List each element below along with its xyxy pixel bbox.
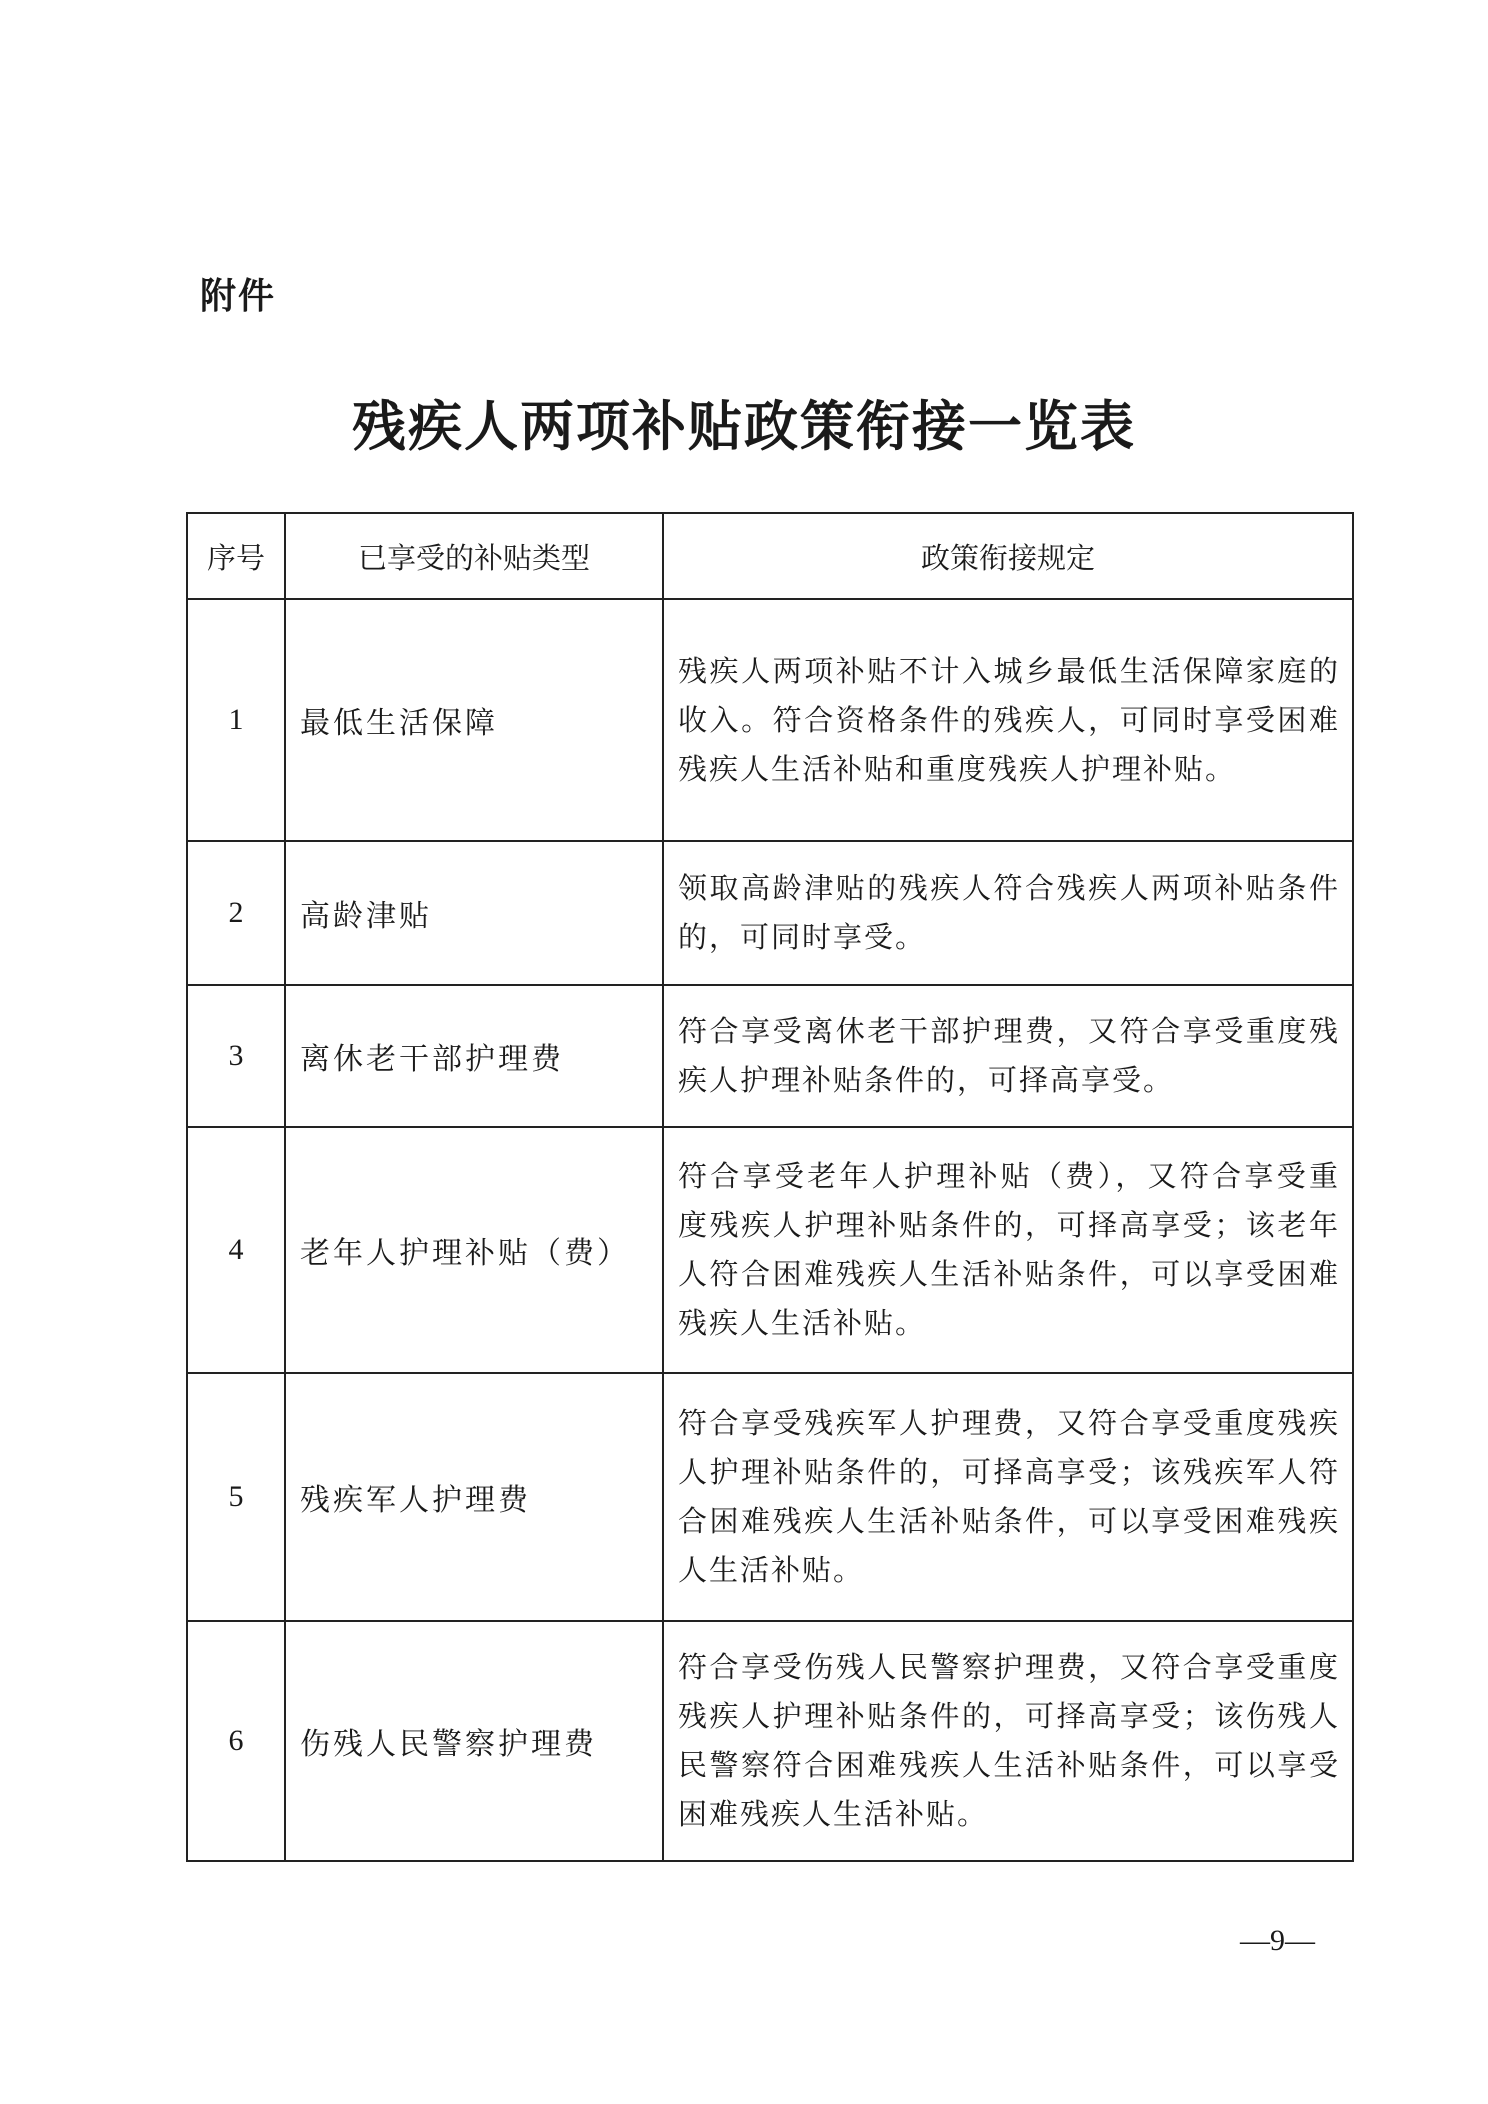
row-no: 3 <box>187 985 285 1127</box>
row-no: 2 <box>187 841 285 985</box>
row-subsidy-type: 伤残人民警察护理费 <box>285 1621 663 1861</box>
row-policy-rule: 符合享受老年人护理补贴（费），又符合享受重度残疾人护理补贴条件的，可择高享受；该老年人符合困难残疾人生活补贴条件，可以享受困难残疾人生活补贴。 <box>663 1127 1353 1373</box>
table-row <box>187 985 1353 1127</box>
document-title: 残疾人两项补贴政策衔接一览表 <box>352 394 1136 458</box>
row-policy-rule: 符合享受残疾军人护理费，又符合享受重度残疾人护理补贴条件的，可择高享受；该残疾军人符合困难残疾人生活补贴条件，可以享受困难残疾人生活补贴。 <box>663 1373 1353 1621</box>
table-row <box>187 599 1353 841</box>
row-no: 6 <box>187 1621 285 1861</box>
row-no: 1 <box>187 599 285 841</box>
table-row <box>187 1621 1353 1861</box>
row-no: 5 <box>187 1373 285 1621</box>
policy-table <box>186 512 1354 1862</box>
row-no: 4 <box>187 1127 285 1373</box>
header-policy-rule: 政策衔接规定 <box>663 513 1353 599</box>
header-subsidy-type: 已享受的补贴类型 <box>285 513 663 599</box>
table-row <box>187 1373 1353 1621</box>
page-number: —9— <box>1240 1924 1315 1957</box>
table-row <box>187 1127 1353 1373</box>
row-policy-rule: 残疾人两项补贴不计入城乡最低生活保障家庭的收入。符合资格条件的残疾人，可同时享受困难残疾人生活补贴和重度残疾人护理补贴。 <box>663 599 1353 841</box>
row-subsidy-type: 残疾军人护理费 <box>285 1373 663 1621</box>
table-header-row <box>187 513 1353 599</box>
table-row <box>187 841 1353 985</box>
attachment-label: 附件 <box>200 276 277 317</box>
row-subsidy-type: 最低生活保障 <box>285 599 663 841</box>
row-policy-rule: 符合享受伤残人民警察护理费，又符合享受重度残疾人护理补贴条件的，可择高享受；该伤残人民警察符合困难残疾人生活补贴条件，可以享受困难残疾人生活补贴。 <box>663 1621 1353 1861</box>
row-subsidy-type: 离休老干部护理费 <box>285 985 663 1127</box>
row-subsidy-type: 高龄津贴 <box>285 841 663 985</box>
header-no: 序号 <box>187 513 285 599</box>
row-policy-rule: 领取高龄津贴的残疾人符合残疾人两项补贴条件的，可同时享受。 <box>663 841 1353 985</box>
row-policy-rule: 符合享受离休老干部护理费，又符合享受重度残疾人护理补贴条件的，可择高享受。 <box>663 985 1353 1127</box>
row-subsidy-type: 老年人护理补贴（费） <box>285 1127 663 1373</box>
